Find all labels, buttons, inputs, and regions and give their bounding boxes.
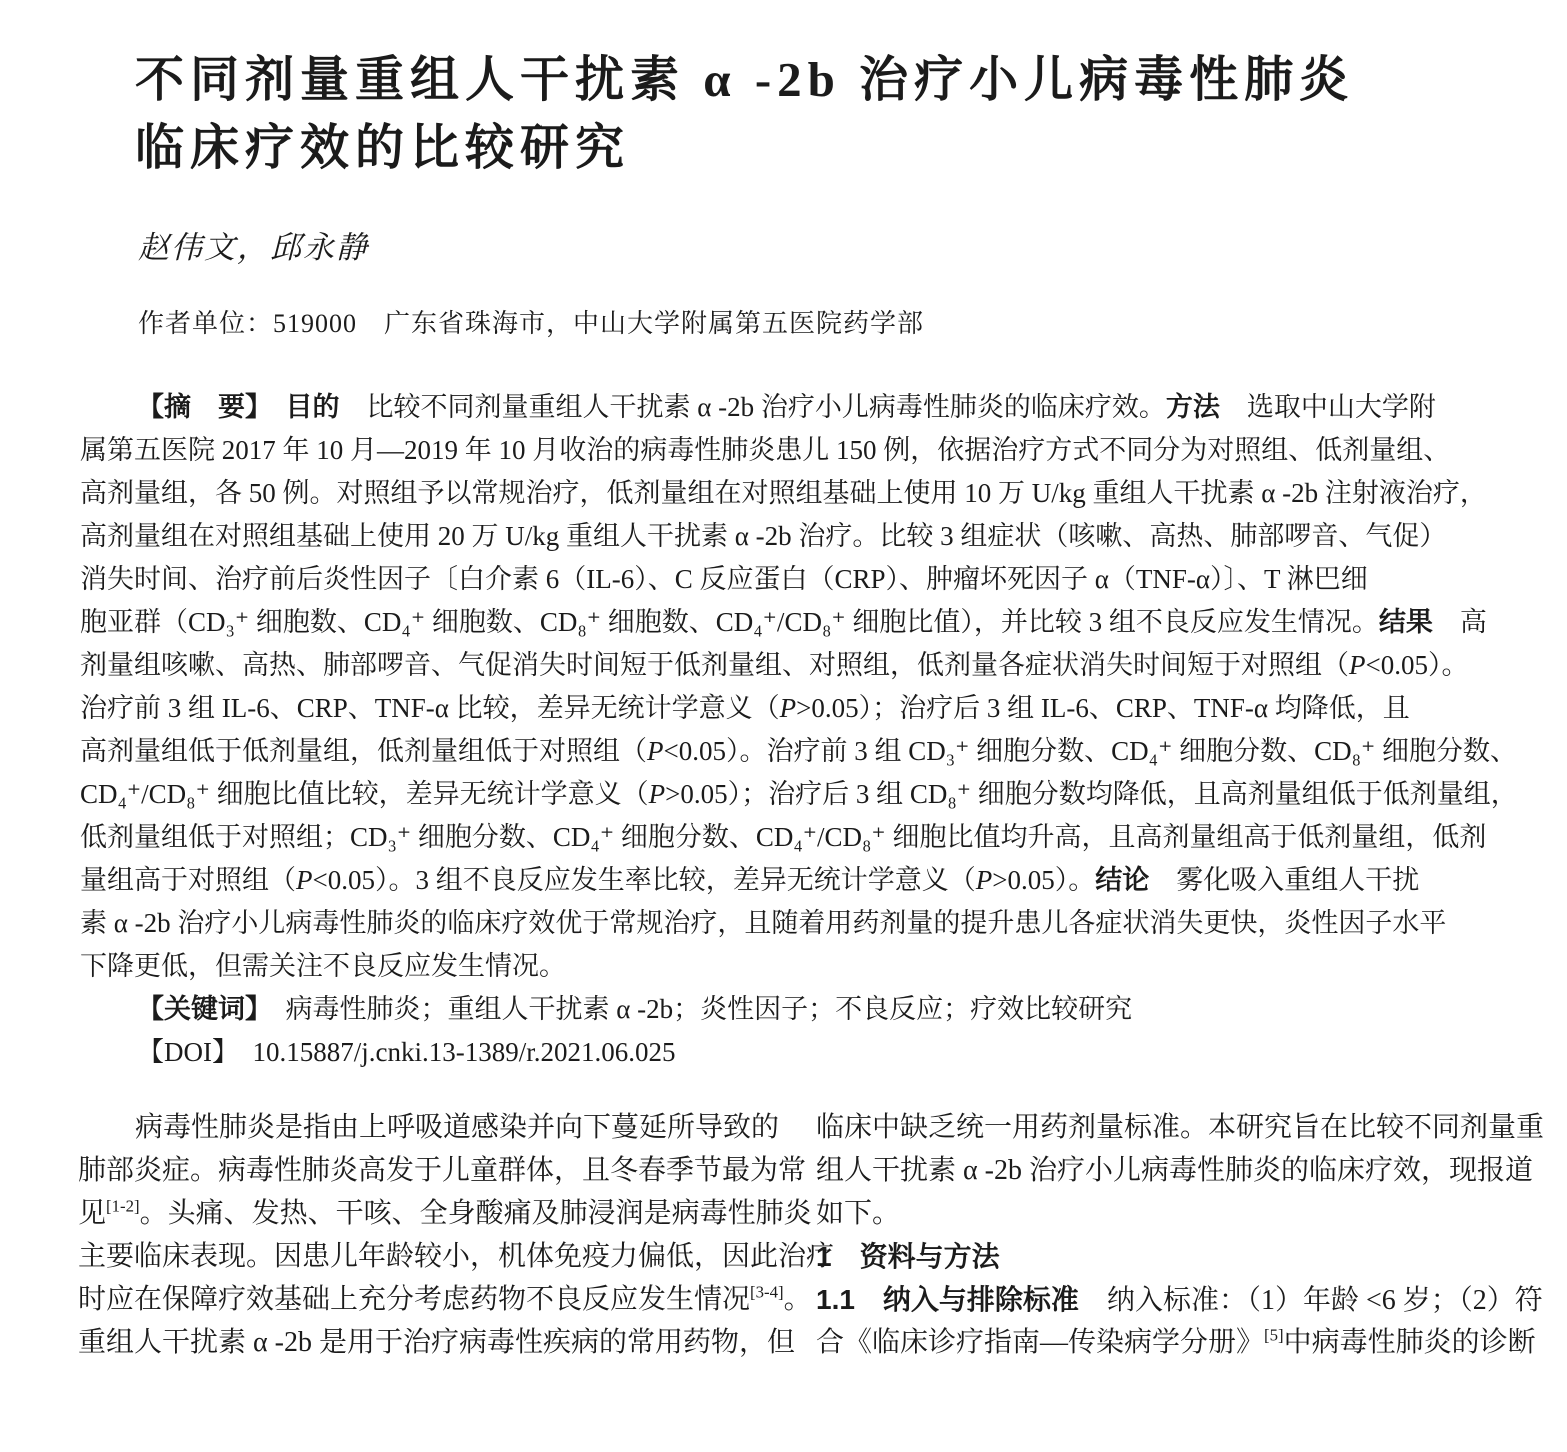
abstract-block xyxy=(80,386,1518,988)
text-segment: 结果 xyxy=(1378,607,1433,637)
text-line xyxy=(80,816,1492,859)
text-segment: 比较不同剂量重组人干扰素 α -2b 治疗小儿病毒性肺炎的临床疗效。 xyxy=(339,392,1166,422)
reference-superscript: [5] xyxy=(1264,1325,1284,1345)
text-segment: 高剂量组，各 50 例。对照组予以常规治疗，低剂量组在对照组基础上使用 10 万 U/kg 重组人干扰素 α -2b 注射液治疗， xyxy=(80,478,1487,508)
affiliation: 作者单位：519000 广东省珠海市，中山大学附属第五医院药学部 xyxy=(138,309,925,338)
text-line xyxy=(80,558,1492,601)
text-segment: 临床中缺乏统一用药剂量标准。本研究旨在比较不同剂量重 xyxy=(816,1112,1545,1143)
text-segment: 病毒性肺炎；重组人干扰素 α -2b；炎性因子；不良反应；疗效比较研究 xyxy=(258,994,1133,1024)
text-segment: 低剂量组低于对照组；CD₃⁺ 细胞分数、CD₄⁺ 细胞分数、CD₄⁺/CD₈⁺ 细胞比值均升高，且高剂量组高于低剂量组，低剂 xyxy=(80,822,1487,852)
text-segment: 1 资料与方法 xyxy=(816,1241,1000,1272)
text-segment: 胞亚群（CD₃⁺ 细胞数、CD₄⁺ 细胞数、CD₈⁺ 细胞数、CD₄⁺/CD₈⁺ 细胞比值），并比较 3 组不良反应发生情况。 xyxy=(80,607,1379,637)
paper-title-line-2: 临床疗效的比较研究 xyxy=(135,120,631,175)
text-segment: >0.05）；治疗后 3 组 CD₈⁺ 细胞分数均降低，且高剂量组低于低剂量组， xyxy=(665,779,1518,809)
text-segment: 纳入标准：（1）年龄 <6 岁；（2）符 xyxy=(1078,1285,1543,1316)
authors: 赵伟文，邱永静 xyxy=(138,230,369,265)
text-line xyxy=(816,1149,1533,1192)
abstract-section xyxy=(80,386,1518,1074)
text-segment: 1.1 纳入与排除标准 xyxy=(816,1284,1079,1315)
text-segment: 量组高于对照组（ xyxy=(80,865,296,895)
text-segment: P xyxy=(779,693,797,723)
text-segment: 。头痛、发热、干咳、全身酸痛及肺浸润是病毒性肺炎 xyxy=(139,1198,812,1229)
paper-title-line-1: 不同剂量重组人干扰素 α -2b 治疗小儿病毒性肺炎 xyxy=(135,52,1355,107)
text-line xyxy=(80,1031,1492,1074)
text-segment: P xyxy=(975,865,993,895)
text-segment: P xyxy=(647,736,664,766)
text-segment: 雾化吸入重组人干扰 xyxy=(1149,865,1420,895)
text-line xyxy=(78,1192,812,1235)
text-line xyxy=(816,1192,1500,1235)
text-segment: 治疗前 3 组 IL-6、CRP、TNF-α 比较，差异无统计学意义（ xyxy=(80,693,780,723)
reference-superscript: [3-4] xyxy=(750,1282,784,1302)
text-segment: 下降更低，但需关注不良反应发生情况。 xyxy=(80,951,566,981)
text-segment: 素 α -2b 治疗小儿病毒性肺炎的临床疗效优于常规治疗，且随着用药剂量的提升患儿各症状消失更快，炎性因子水平 xyxy=(80,908,1447,938)
text-segment: 【DOI】 10.15887/j.cnki.13-1389/r.2021.06.025 xyxy=(137,1037,676,1067)
text-segment: P xyxy=(648,779,666,809)
text-segment: 高剂量组在对照组基础上使用 20 万 U/kg 重组人干扰素 α -2b 治疗。比较 3 组症状（咳嗽、高热、肺部啰音、气促） xyxy=(80,521,1447,551)
text-line xyxy=(816,1106,1545,1149)
text-line xyxy=(816,1235,1500,1278)
text-line xyxy=(80,644,1492,687)
text-line xyxy=(816,1321,1536,1364)
text-line xyxy=(78,1106,780,1149)
keywords-line xyxy=(80,988,1492,1031)
text-segment: 结论 xyxy=(1095,865,1150,895)
text-segment: 组人干扰素 α -2b 治疗小儿病毒性肺炎的临床疗效，现报道 xyxy=(816,1155,1533,1186)
text-segment: 肺部炎症。病毒性肺炎高发于儿童群体，且冬春季节最为常 xyxy=(78,1155,807,1186)
text-segment: 属第五医院 2017 年 10 月—2019 年 10 月收治的病毒性肺炎患儿 150 例，依据治疗方式不同分为对照组、低剂量组、 xyxy=(80,435,1451,465)
text-segment: 重组人干扰素 α -2b 是用于治疗病毒性疾病的常用药物，但 xyxy=(78,1327,795,1358)
text-line xyxy=(80,386,1492,429)
text-line xyxy=(80,601,1492,644)
text-segment: 高 xyxy=(1432,607,1487,637)
text-line xyxy=(80,988,1492,1031)
text-line xyxy=(80,859,1492,902)
paper-title xyxy=(135,46,1354,182)
text-line xyxy=(80,472,1492,515)
text-line xyxy=(78,1235,835,1278)
text-segment: 。 xyxy=(783,1284,812,1315)
text-segment: <0.05）。 xyxy=(1365,650,1469,680)
text-segment: 见 xyxy=(78,1198,107,1229)
text-line xyxy=(816,1278,1543,1321)
text-segment: 病毒性肺炎是指由上呼吸道感染并向下蔓延所导致的 xyxy=(135,1112,780,1143)
text-line xyxy=(80,429,1492,472)
text-segment: 如下。 xyxy=(816,1198,901,1229)
text-line xyxy=(80,773,1518,816)
text-line xyxy=(80,730,1517,773)
text-segment: <0.05）。3 组不良反应发生率比较，差异无统计学意义（ xyxy=(312,865,976,895)
reference-superscript: [1-2] xyxy=(106,1196,140,1216)
text-segment: P xyxy=(1349,650,1366,680)
text-line xyxy=(80,687,1492,730)
text-segment: 时应在保障疗效基础上充分考虑药物不良反应发生情况 xyxy=(78,1284,751,1315)
text-segment: 合《临床诊疗指南—传染病学分册》 xyxy=(816,1327,1265,1358)
text-line xyxy=(80,515,1492,558)
text-segment: 【关键词】 xyxy=(137,994,259,1024)
text-segment: >0.05）；治疗后 3 组 IL-6、CRP、TNF-α 均降低，且 xyxy=(796,693,1410,723)
text-line xyxy=(78,1278,812,1321)
text-line xyxy=(78,1321,795,1364)
text-segment: 【摘 要】 目的 xyxy=(137,392,340,422)
text-segment: 剂量组咳嗽、高热、肺部啰音、气促消失时间短于低剂量组、对照组，低剂量各症状消失时间短于对照组（ xyxy=(80,650,1349,680)
text-segment: 主要临床表现。因患儿年龄较小，机体免疫力偏低，因此治疗 xyxy=(78,1241,835,1272)
text-segment: P xyxy=(296,865,313,895)
body-left-column xyxy=(78,1106,835,1364)
doi-line xyxy=(80,1031,1492,1074)
text-segment: 高剂量组低于低剂量组，低剂量组低于对照组（ xyxy=(80,736,647,766)
text-line xyxy=(80,902,1492,945)
text-segment: 消失时间、治疗前后炎性因子〔白介素 6（IL-6）、C 反应蛋白（CRP）、肿瘤坏死因子 α（TNF-α）〕、T 淋巴细 xyxy=(80,564,1368,594)
text-segment: CD₄⁺/CD₈⁺ 细胞比值比较，差异无统计学意义（ xyxy=(80,779,649,809)
text-segment: >0.05）。 xyxy=(992,865,1096,895)
text-segment: 选取中山大学附 xyxy=(1219,392,1436,422)
text-segment: 中病毒性肺炎的诊断 xyxy=(1283,1327,1536,1358)
text-line xyxy=(80,945,1492,988)
text-segment: <0.05）。治疗前 3 组 CD₃⁺ 细胞分数、CD₄⁺ 细胞分数、CD₈⁺ 细胞分数、 xyxy=(663,736,1517,766)
body-right-column xyxy=(816,1106,1545,1364)
text-segment: 方法 xyxy=(1165,392,1220,422)
text-line xyxy=(78,1149,807,1192)
